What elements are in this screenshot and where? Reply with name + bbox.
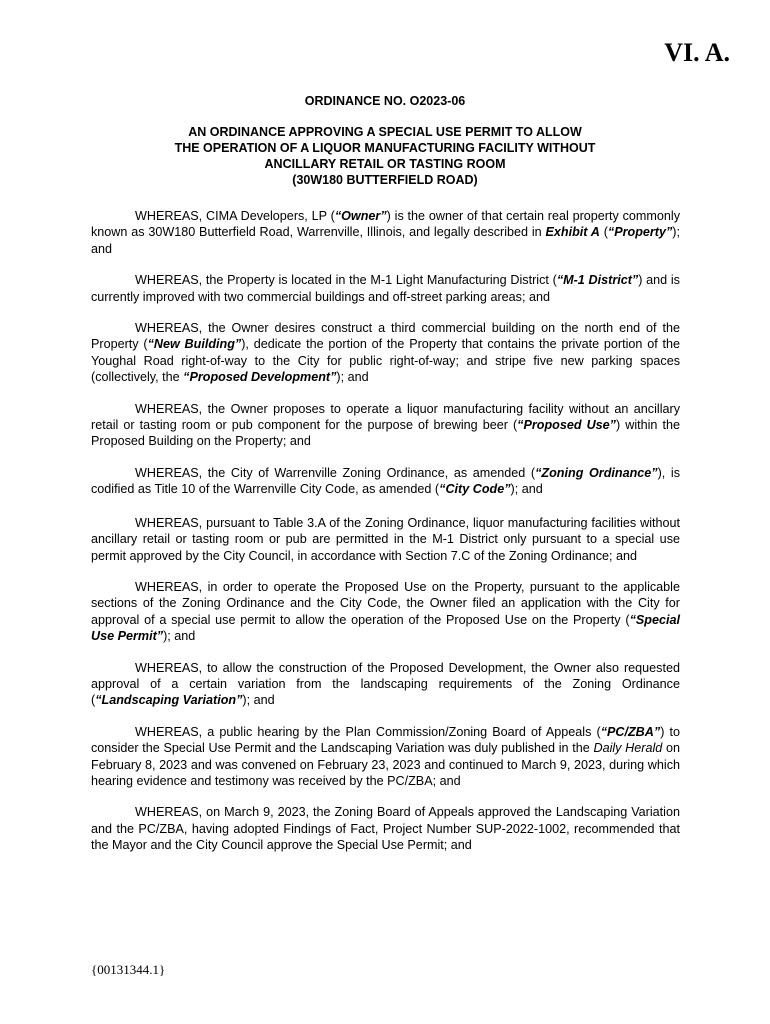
whereas-paragraph [91,724,680,790]
paragraph-text: ), dedicate the portion of the Property that contains the private portion of the Youghal Road right-of-way to the City for public right-of-way; and stripe five new parking spaces (collectively, the [91,337,680,385]
whereas-paragraph [91,660,680,709]
whereas-paragraph [91,465,680,498]
paragraph-text: ( [599,225,608,240]
paragraph-text: ); and [91,225,680,256]
defined-term: “M-1 District” [556,273,639,288]
defined-term: “PC/ZBA” [600,724,661,739]
title-line: AN ORDINANCE APPROVING A SPECIAL USE PERMIT TO ALLOW [188,125,582,139]
defined-term: Exhibit A [545,225,600,240]
whereas-paragraph [91,208,680,257]
paragraph-text: WHEREAS, CIMA Developers, LP ( [135,209,335,223]
defined-term: “Landscaping Variation” [95,693,243,708]
paragraph-text: WHEREAS, the City of Warrenville Zoning Ordinance, as amended ( [135,465,536,480]
paragraph-text: ) is the owner of that certain real property commonly known as 30W180 Butterfield Road, Warrenville, Illinois, and legally described in [91,209,681,240]
defined-term: “Property” [607,225,673,240]
whereas-paragraph [91,804,680,853]
paragraph-text: WHEREAS, the Owner proposes to operate a liquor manufacturing facility without an ancillary retail or tasting room or pub component for the purpose of brewing beer ( [91,401,680,433]
title-line: ANCILLARY RETAIL OR TASTING ROOM [264,157,506,171]
ordinance-number: ORDINANCE NO. O2023-06 [304,94,466,108]
paragraph-text: ); and [242,693,275,708]
whereas-paragraph [91,320,680,386]
paragraph-text: ), is codified as Title 10 of the Warrenville City Code, as amended ( [91,465,681,497]
paragraph-text: WHEREAS, on March 9, 2023, the Zoning Board of Appeals approved the Landscaping Variation and the PC/ZBA, having adopted Findings of Fact, Project Number SUP-2022-1002, recommended that the Mayor and the City Council approve the Special Use Permit; and [91,805,680,853]
whereas-paragraph [91,579,680,645]
ordinance-title [91,124,679,188]
defined-term: “New Building” [147,337,242,352]
whereas-paragraph [91,401,680,450]
whereas-clauses [91,208,680,869]
defined-term: “Owner” [334,209,387,223]
defined-term: “Zoning Ordinance” [535,465,658,480]
paragraph-text: WHEREAS, the Owner desires construct a third commercial building on the north end of the Property ( [91,321,680,352]
defined-term: “City Code” [439,482,511,497]
defined-term: Daily Herald [593,741,663,756]
paragraph-text: WHEREAS, a public hearing by the Plan Commission/Zoning Board of Appeals ( [135,724,601,739]
document-number: {00131344.1} [91,962,166,977]
paragraph-text: WHEREAS, pursuant to Table 3.A of the Zoning Ordinance, liquor manufacturing facilities without ancillary retail or tasting room or pub are permitted in the M-1 District only pursuant to a special use permit approved by the City Council, in accordance with Section 7.C of the Zoning Ordinance; and [91,515,680,563]
paragraph-text: WHEREAS, in order to operate the Proposed Use on the Property, pursuant to the applicable sections of the Zoning Ordinance and the City Code, the Owner filed an application with the City for approval of a special use permit to allow the operation of the Proposed Use on the Property ( [91,579,680,627]
defined-term: “Special Use Permit” [91,612,680,644]
paragraph-text: ) to consider the Special Use Permit and the Landscaping Variation was duly published in the [91,724,680,756]
paragraph-text: ); and [336,370,369,385]
paragraph-text: WHEREAS, to allow the construction of the Proposed Development, the Owner also requested approval of a certain variation from the landscaping requirements of the Zoning Ordinance ( [91,660,680,708]
agenda-item-code: VI. A. [664,38,730,67]
title-line: (30W180 BUTTERFIELD ROAD) [292,173,478,187]
paragraph-text: on February 8, 2023 and was convened on February 23, 2023 and continued to March 9, 2023, during which hearing evidence and testimony was received by the PC/ZBA; and [91,741,680,788]
paragraph-text: ) within the Proposed Building on the Property; and [91,418,680,449]
defined-term: “Proposed Development” [183,370,337,385]
whereas-paragraph [91,515,680,564]
paragraph-text: WHEREAS, the Property is located in the M-1 Light Manufacturing District ( [135,273,557,288]
title-line: THE OPERATION OF A LIQUOR MANUFACTURING FACILITY WITHOUT [174,141,596,155]
paragraph-text: ); and [163,629,196,644]
paragraph-text: ); and [510,482,543,497]
defined-term: “Proposed Use” [517,418,616,433]
paragraph-text: ) and is currently improved with two commercial buildings and off-street parking areas; and [91,273,680,304]
whereas-paragraph [91,272,680,305]
